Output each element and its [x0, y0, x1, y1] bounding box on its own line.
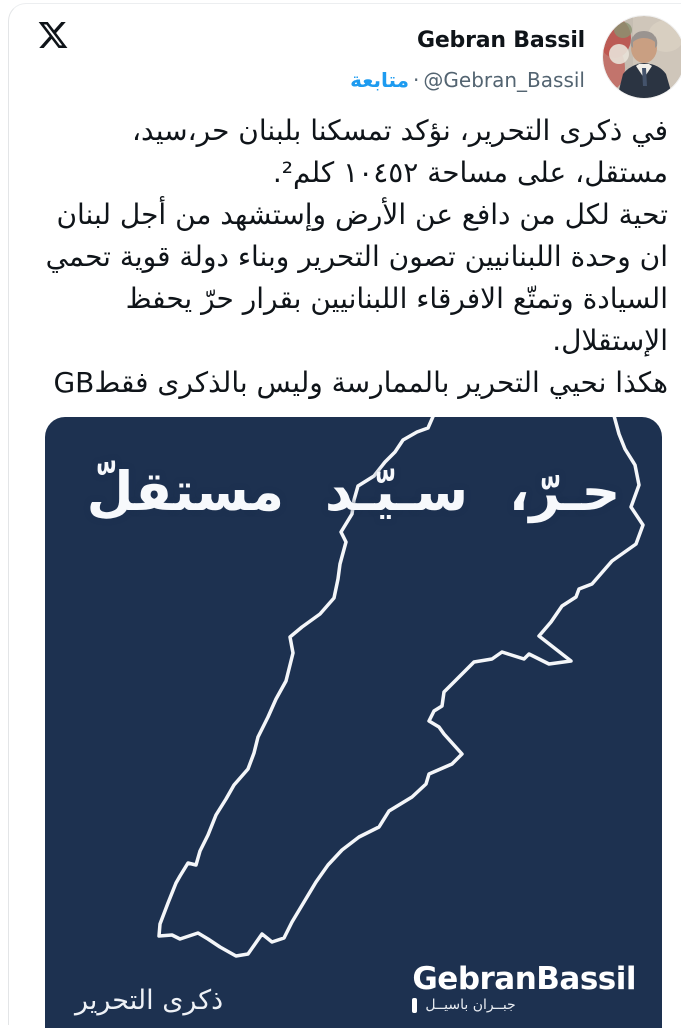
brand-logo-sub: [412, 997, 636, 1014]
follow-button[interactable]: متابعة: [350, 68, 410, 93]
brand-logo-latin: GebranBassil: [412, 960, 636, 997]
brand-logo-arabic: جبــران باسيــل: [425, 997, 516, 1014]
brand-logo: [412, 960, 636, 1014]
x-logo-icon[interactable]: [37, 18, 69, 52]
media-headline-text: حـرّ، سـيّـد مستقلّ: [86, 460, 621, 523]
display-name: Gebran Bassil: [416, 28, 585, 53]
tweet-card: [8, 3, 681, 1025]
tweet-text: [37, 110, 668, 404]
tweet-paragraph-1: في ذكرى التحرير، نؤكد تمسكنا بلبنان حر،سيد، مستقل، على مساحة ١٠٤٥٢ كلم².: [131, 114, 668, 189]
tweet-media-image[interactable]: [45, 417, 662, 1028]
media-caption-text: ذكرى التحرير: [75, 985, 224, 1016]
separator-dot: ·: [413, 68, 420, 93]
user-identity: [350, 28, 585, 92]
tweet-paragraph-2: تحية لكل من دافع عن الأرض وإستشهد من أجل لبنان ان وحدة اللبنانيين تصون التحرير وبناء دولة قوية تحمي السيادة وتمتّع الافرقاء اللبنانيين بقرار حرّ يحفظ الإستقلال.: [45, 198, 668, 357]
handle-row: [350, 68, 585, 92]
tweet-paragraph-3: هكذا نحيي التحرير بالممارسة وليس بالذكرى فقطGB: [53, 366, 668, 399]
avatar[interactable]: [603, 16, 681, 98]
user-handle[interactable]: @Gebran_Bassil: [423, 68, 585, 93]
brand-bar-icon: [412, 998, 417, 1013]
